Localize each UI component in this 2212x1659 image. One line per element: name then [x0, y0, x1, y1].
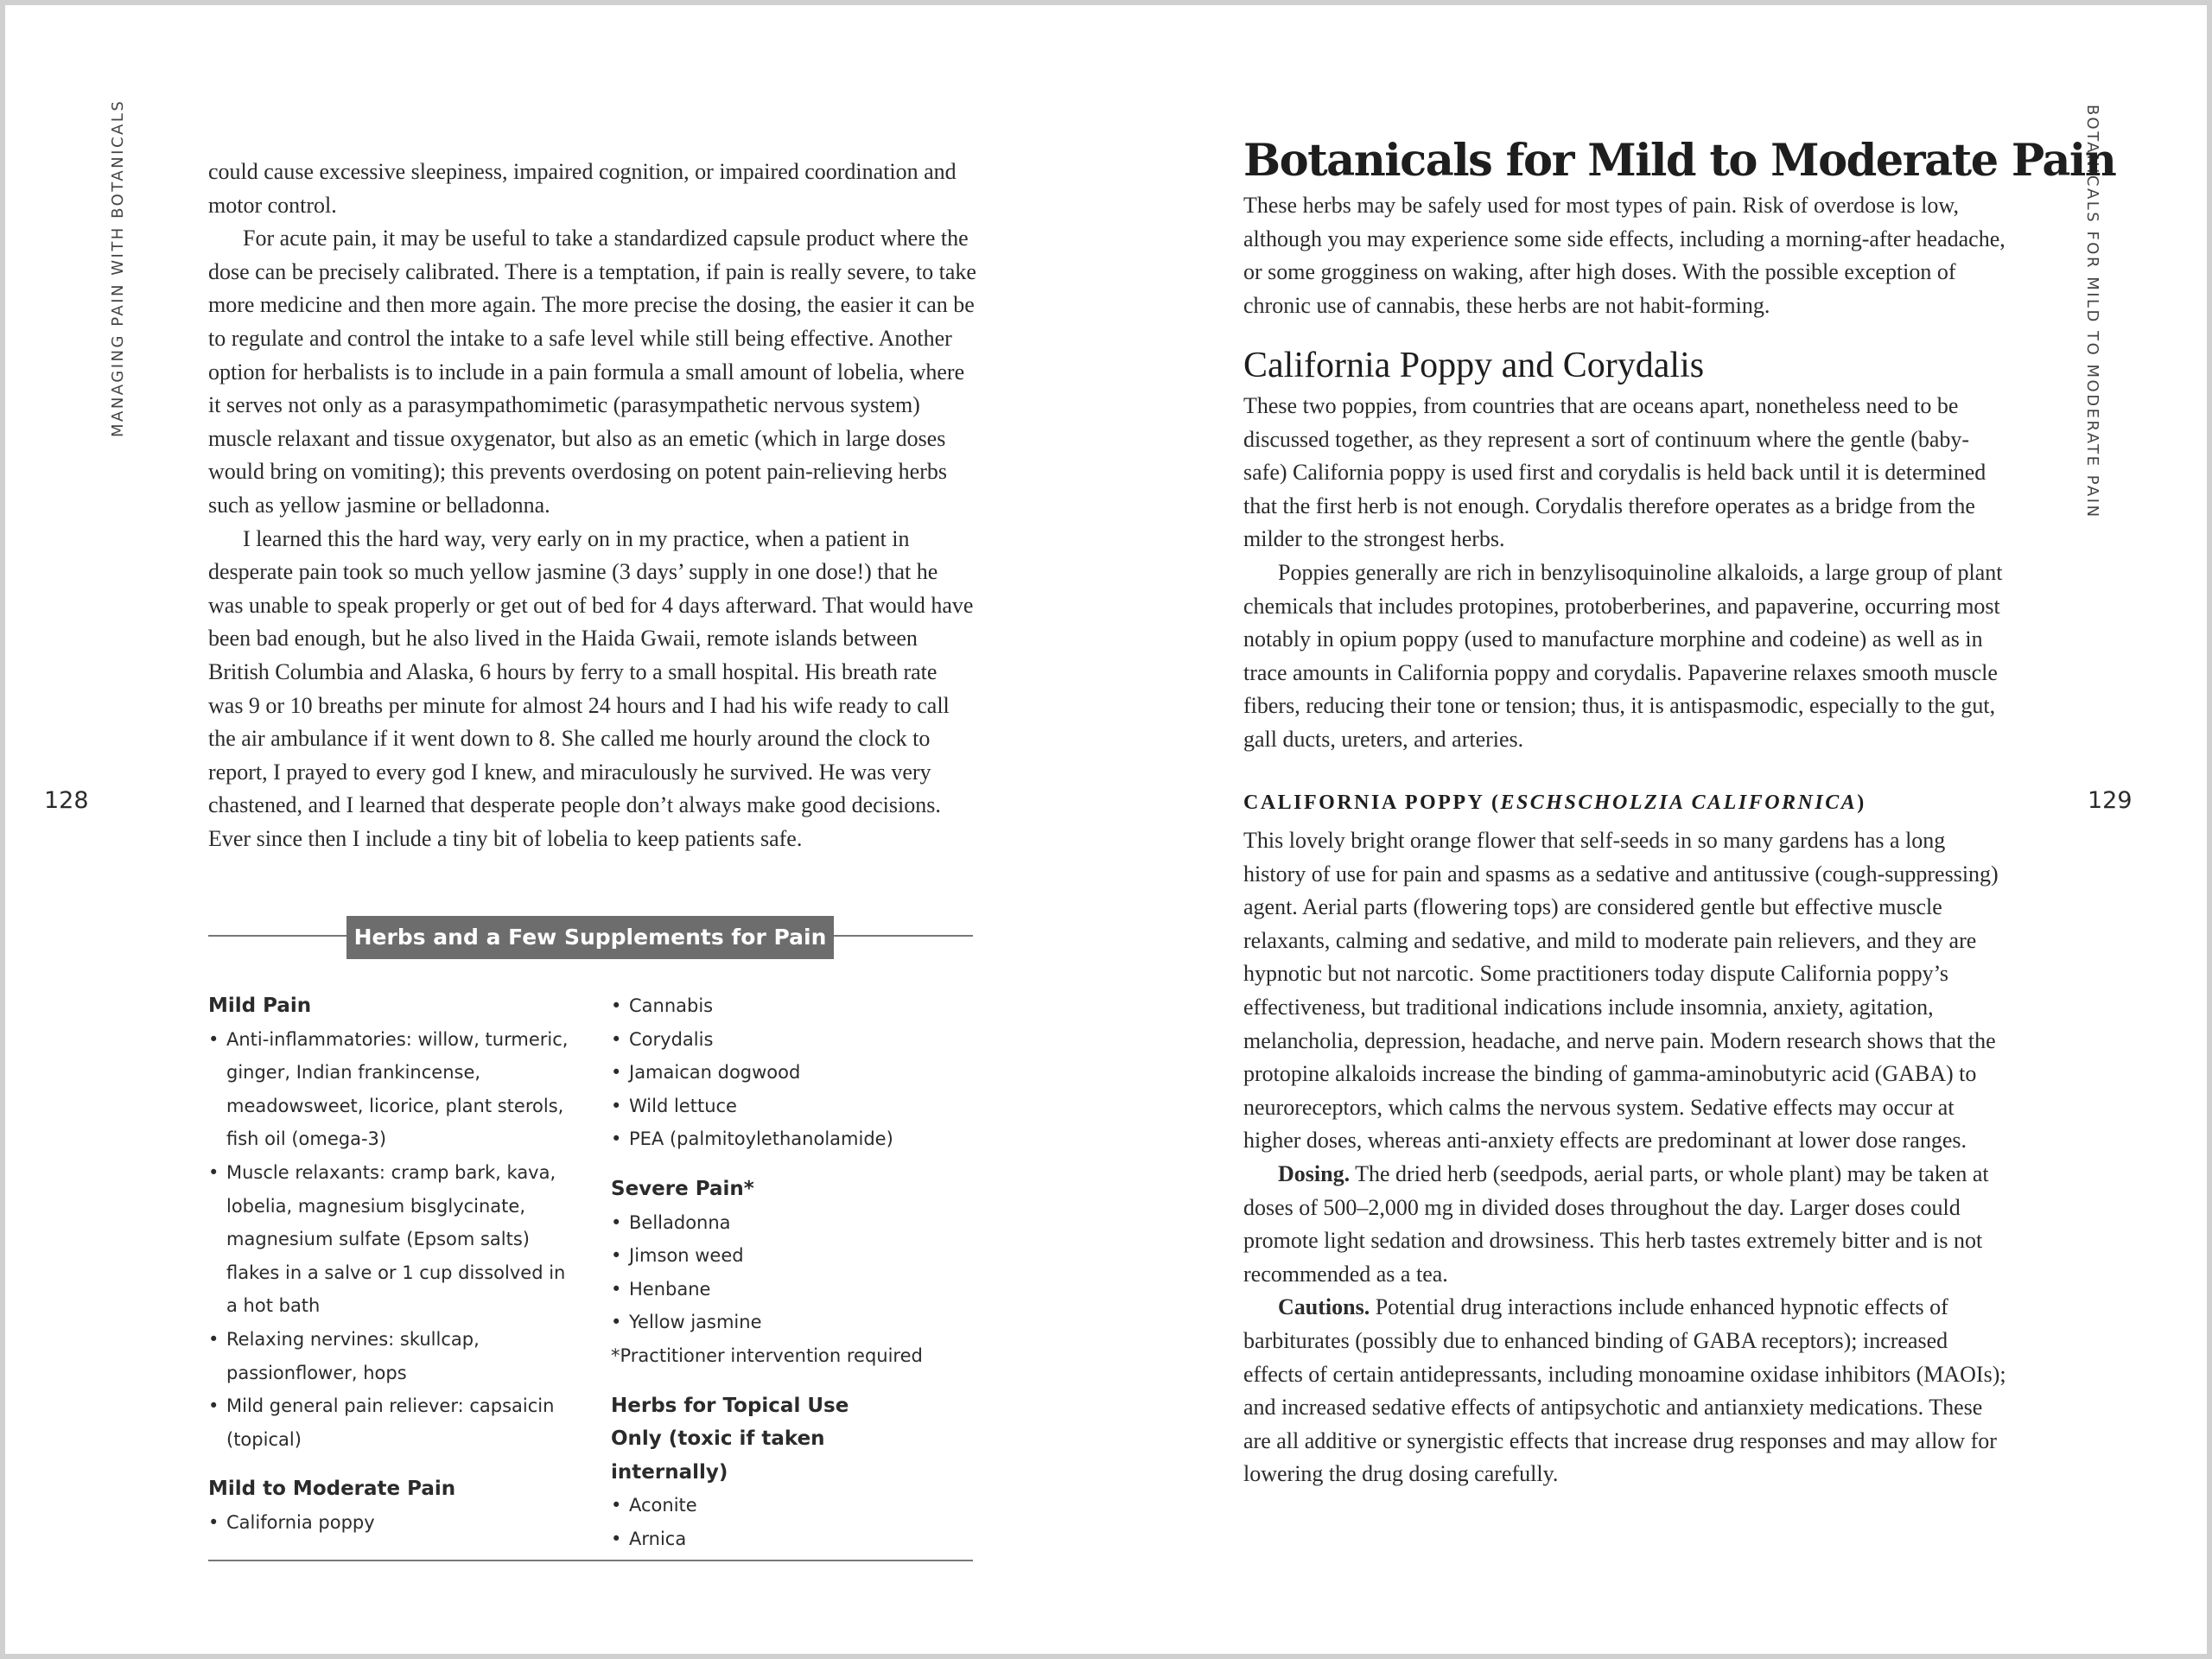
list-item: • Arnica	[611, 1522, 974, 1556]
list-item: • Aconite	[611, 1489, 974, 1522]
sidebar-column-2	[611, 989, 974, 1556]
body-paragraph: Poppies generally are rich in benzylisoquinoline alkaloids, a large group of plant chemicals that includes protopines, protoberberines, and papaverine, occurring most notably in opium poppy (used to manufacture morphine and codeine) as well as in trace amounts in California poppy and corydalis. Papaverine relaxes smooth muscle fibers, reducing their tone or tension; thus, it is antispasmodic, especially to the gut, gall ducts, ureters, and arteries.	[1243, 559, 2003, 752]
cautions-label: Cautions.	[1278, 1294, 1370, 1320]
list-item: • Cannabis	[611, 989, 974, 1023]
list-item: • Mild general pain reliever: capsaicin (topical)	[208, 1389, 571, 1456]
running-head-left: MANAGING PAIN WITH BOTANICALS	[109, 99, 127, 437]
section-body	[1243, 390, 2012, 757]
list-item: • Jimson weed	[611, 1239, 974, 1273]
list-item: • Henbane	[611, 1273, 974, 1306]
dosing-label: Dosing.	[1278, 1160, 1351, 1186]
severe-pain-list	[611, 1206, 974, 1339]
list-item: • Muscle relaxants: cramp bark, kava, lobelia, magnesium bisglycinate, magnesium sulfate (Epsom salts) flakes in a salve or 1 cup dissolved in a hot bath	[208, 1156, 571, 1323]
page-number-left: 128	[44, 787, 89, 814]
topical-use-heading: Herbs for Topical Use Only (toxic if taken internally)	[611, 1394, 849, 1484]
left-page-body	[208, 156, 977, 855]
herb-heading: CALIFORNIA POPPY (ESCHSCHOLZIA CALIFORNICA)	[1243, 791, 1866, 814]
list-item: • Wild lettuce	[611, 1090, 974, 1123]
body-paragraph: could cause excessive sleepiness, impaired cognition, or impaired coordination and motor control.	[208, 159, 957, 218]
book-spread	[5, 5, 2207, 1654]
list-item: • Anti-inflammatories: willow, turmeric, ginger, Indian frankincense, meadowsweet, licorice, plant sterols, fish oil (omega-3)	[208, 1023, 571, 1156]
herb-body	[1243, 824, 2012, 1491]
severe-pain-heading: Severe Pain*	[611, 1177, 754, 1200]
mild-pain-heading: Mild Pain	[208, 995, 312, 1017]
cautions-paragraph: Cautions. Potential drug interactions include enhanced hypnotic effects of barbiturates (possibly due to enhanced binding of GABA receptors); increased effects of certain antidepressants, including monoamine oxidase inhibitors (MAOIs); and increased sedative effects of antipsychotic and antianxiety medications. These are all additive or synergistic effects that increase drug responses and may allow for lowering the drug dosing carefully.	[1243, 1294, 2006, 1487]
body-paragraph: For acute pain, it may be useful to take a standardized capsule product where the dose can be precisely calibrated. There is a temptation, if pain is really severe, to take more medicine and then more again. The more precise the dosing, the easier it can be to regulate and control the intake to a safe level while still being effective. Another option for herbalists is to include in a pain formula a small amount of lobelia, where it serves not only as a parasympathomimetic (parasympathetic nervous system) muscle relaxant and tissue oxygenator, but also as an emetic (which in large doses would bring on vomiting); this prevents overdosing on potent pain-relieving herbs such as yellow jasmine or belladonna.	[208, 226, 976, 518]
mild-pain-list	[208, 1023, 571, 1457]
sidebar-bottom-rule	[208, 1560, 973, 1561]
section-heading: California Poppy and Corydalis	[1243, 346, 1705, 385]
list-item: • Yellow jasmine	[611, 1306, 974, 1339]
list-item: • Relaxing nervines: skullcap, passionflower, hops	[208, 1323, 571, 1389]
list-item: • California poppy	[208, 1506, 571, 1540]
body-paragraph: This lovely bright orange flower that self-seeds in so many gardens has a long history of use for pain and spasms as a sedative and antitussive (cough-suppressing) agent. Aerial parts (flowering tops) are considered gentle but effective muscle relaxants, calming and sedative, and mild to moderate pain relievers, and they are hypnotic but not narcotic. Some practitioners today dispute California poppy’s effectiveness, but traditional indications include insomnia, anxiety, agitation, melancholia, depression, headache, and nerve pain. Modern research shows that the protopine alkaloids increase the binding of gamma-aminobutyric acid (GABA) to neuroreceptors, which calms the nervous system. Sedative effects may occur at higher doses, whereas anti-anxiety effects are predominant at lower dose ranges.	[1243, 828, 1999, 1154]
sidebar-title: Herbs and a Few Supplements for Pain	[346, 916, 834, 959]
sidebar-column-1	[208, 989, 571, 1540]
page-number-right: 129	[2088, 787, 2133, 814]
list-item: • PEA (palmitoylethanolamide)	[611, 1122, 974, 1156]
list-item: • Corydalis	[611, 1023, 974, 1057]
moderate-pain-list-part2	[611, 989, 974, 1156]
severe-pain-note: *Practitioner intervention required	[611, 1344, 923, 1366]
dosing-paragraph: Dosing. The dried herb (seedpods, aerial parts, or whole plant) may be taken at doses of 500–2,000 mg in divided doses throughout the day. Larger doses could promote light sedation and drowsiness. This herb tastes extremely bitter and is not recommended as a tea.	[1243, 1160, 1989, 1287]
body-paragraph: I learned this the hard way, very early on in my practice, when a patient in desperate pain took so much yellow jasmine (3 days’ supply in one dose!) that he was unable to speak properly or get out of bed for 4 days afterward. That would have been bad enough, but he also lived in the Haida Gwaii, remote islands between British Columbia and Alaska, 6 hours by ferry to a small hospital. His breath rate was 9 or 10 breaths per minute for almost 24 hours and I had his wife ready to call the air ambulance if it went down to 8. She called me hourly around the clock to report, I prayed to every god I knew, and miraculously he survived. He was very chastened, and I learned that desperate people don’t always make good decisions. Ever since then I include a tiny bit of lobelia to keep patients safe.	[208, 525, 974, 851]
intro-text	[1243, 189, 2012, 322]
body-paragraph: These two poppies, from countries that are oceans apart, nonetheless need to be discussed together, as they represent a sort of continuum where the gentle (baby-safe) California poppy is used first and corydalis is held back until it is determined that the first herb is not enough. Corydalis therefore operates as a bridge from the milder to the strongest herbs.	[1243, 393, 1986, 552]
topical-use-list	[611, 1489, 974, 1555]
list-item: • Jamaican dogwood	[611, 1056, 974, 1090]
running-head-right: BOTANICALS FOR MILD TO MODERATE PAIN	[2083, 105, 2101, 519]
page-title: Botanicals for Mild to Moderate Pain	[1243, 135, 2116, 187]
moderate-pain-list-part1	[208, 1506, 571, 1540]
body-paragraph: These herbs may be safely used for most types of pain. Risk of overdose is low, although you may experience some side effects, including a morning-after headache, or some grogginess on waking, after high doses. With the possible exception of chronic use of cannabis, these herbs are not habit-forming.	[1243, 193, 2005, 318]
moderate-pain-heading: Mild to Moderate Pain	[208, 1478, 456, 1501]
list-item: • Belladonna	[611, 1206, 974, 1240]
herb-latin-name: ESCHSCHOLZIA CALIFORNICA	[1500, 791, 1858, 814]
